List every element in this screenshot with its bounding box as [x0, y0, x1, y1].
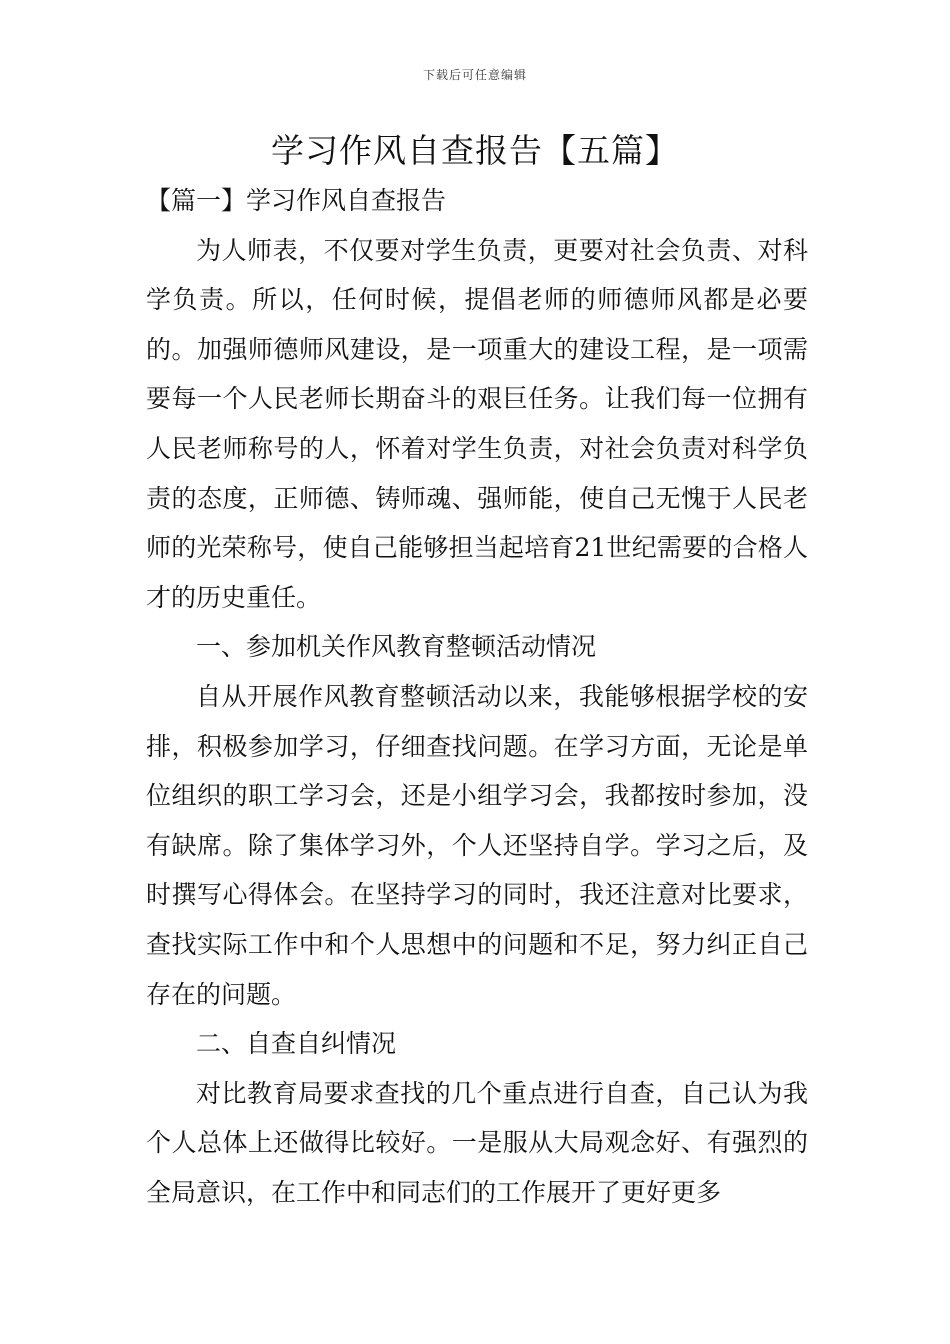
paragraph-part-one: 自从开展作风教育整顿活动以来，我能够根据学校的安排，积极参加学习，仔细查找问题。在学习方面，无论是单位组织的职工学习会，还是小组学习会，我都按时参加，没有缺席。除了集体学习外，个人还坚持自学。学习之后，及时撰写心得体会。在坚持学习的同时，我还注意对比要求，查找实际工作中和个人思想中的问题和不足，努力纠正自己存在的问题。 [146, 681, 808, 1009]
document-body [146, 176, 808, 1217]
heading-part-one: 一、参加机关作风教育整顿活动情况 [196, 632, 597, 662]
document-title: 学习作风自查报告【五篇】 [271, 131, 679, 170]
header-note: 下载后可任意编辑 [422, 68, 527, 82]
paragraph-part-two: 对比教育局要求查找的几个重点进行自查，自己认为我个人总体上还做得比较好。一是服从大局观念好、有强烈的全局意识，在工作中和同志们的工作展开了更好更多 [146, 1078, 808, 1207]
section-label: 【篇一】学习作风自查报告 [146, 186, 447, 215]
heading-part-two: 二、自查自纠情况 [196, 1029, 397, 1059]
paragraph-intro: 为人师表，不仅要对学生负责，更要对社会负责、对科学负责。所以，任何时候，提倡老师的师德师风都是必要的。加强师德师风建设，是一项重大的建设工程，是一项需要每一个人民老师长期奋斗的艰巨任务。让我们每一位拥有人民老师称号的人，怀着对学生负责，对社会负责对科学负责的态度，正师德、铸师魂、强师能，使自己无愧于人民老师的光荣称号，使自己能够担当起培育21世纪需要的合格人才的历史重任。 [146, 235, 808, 612]
